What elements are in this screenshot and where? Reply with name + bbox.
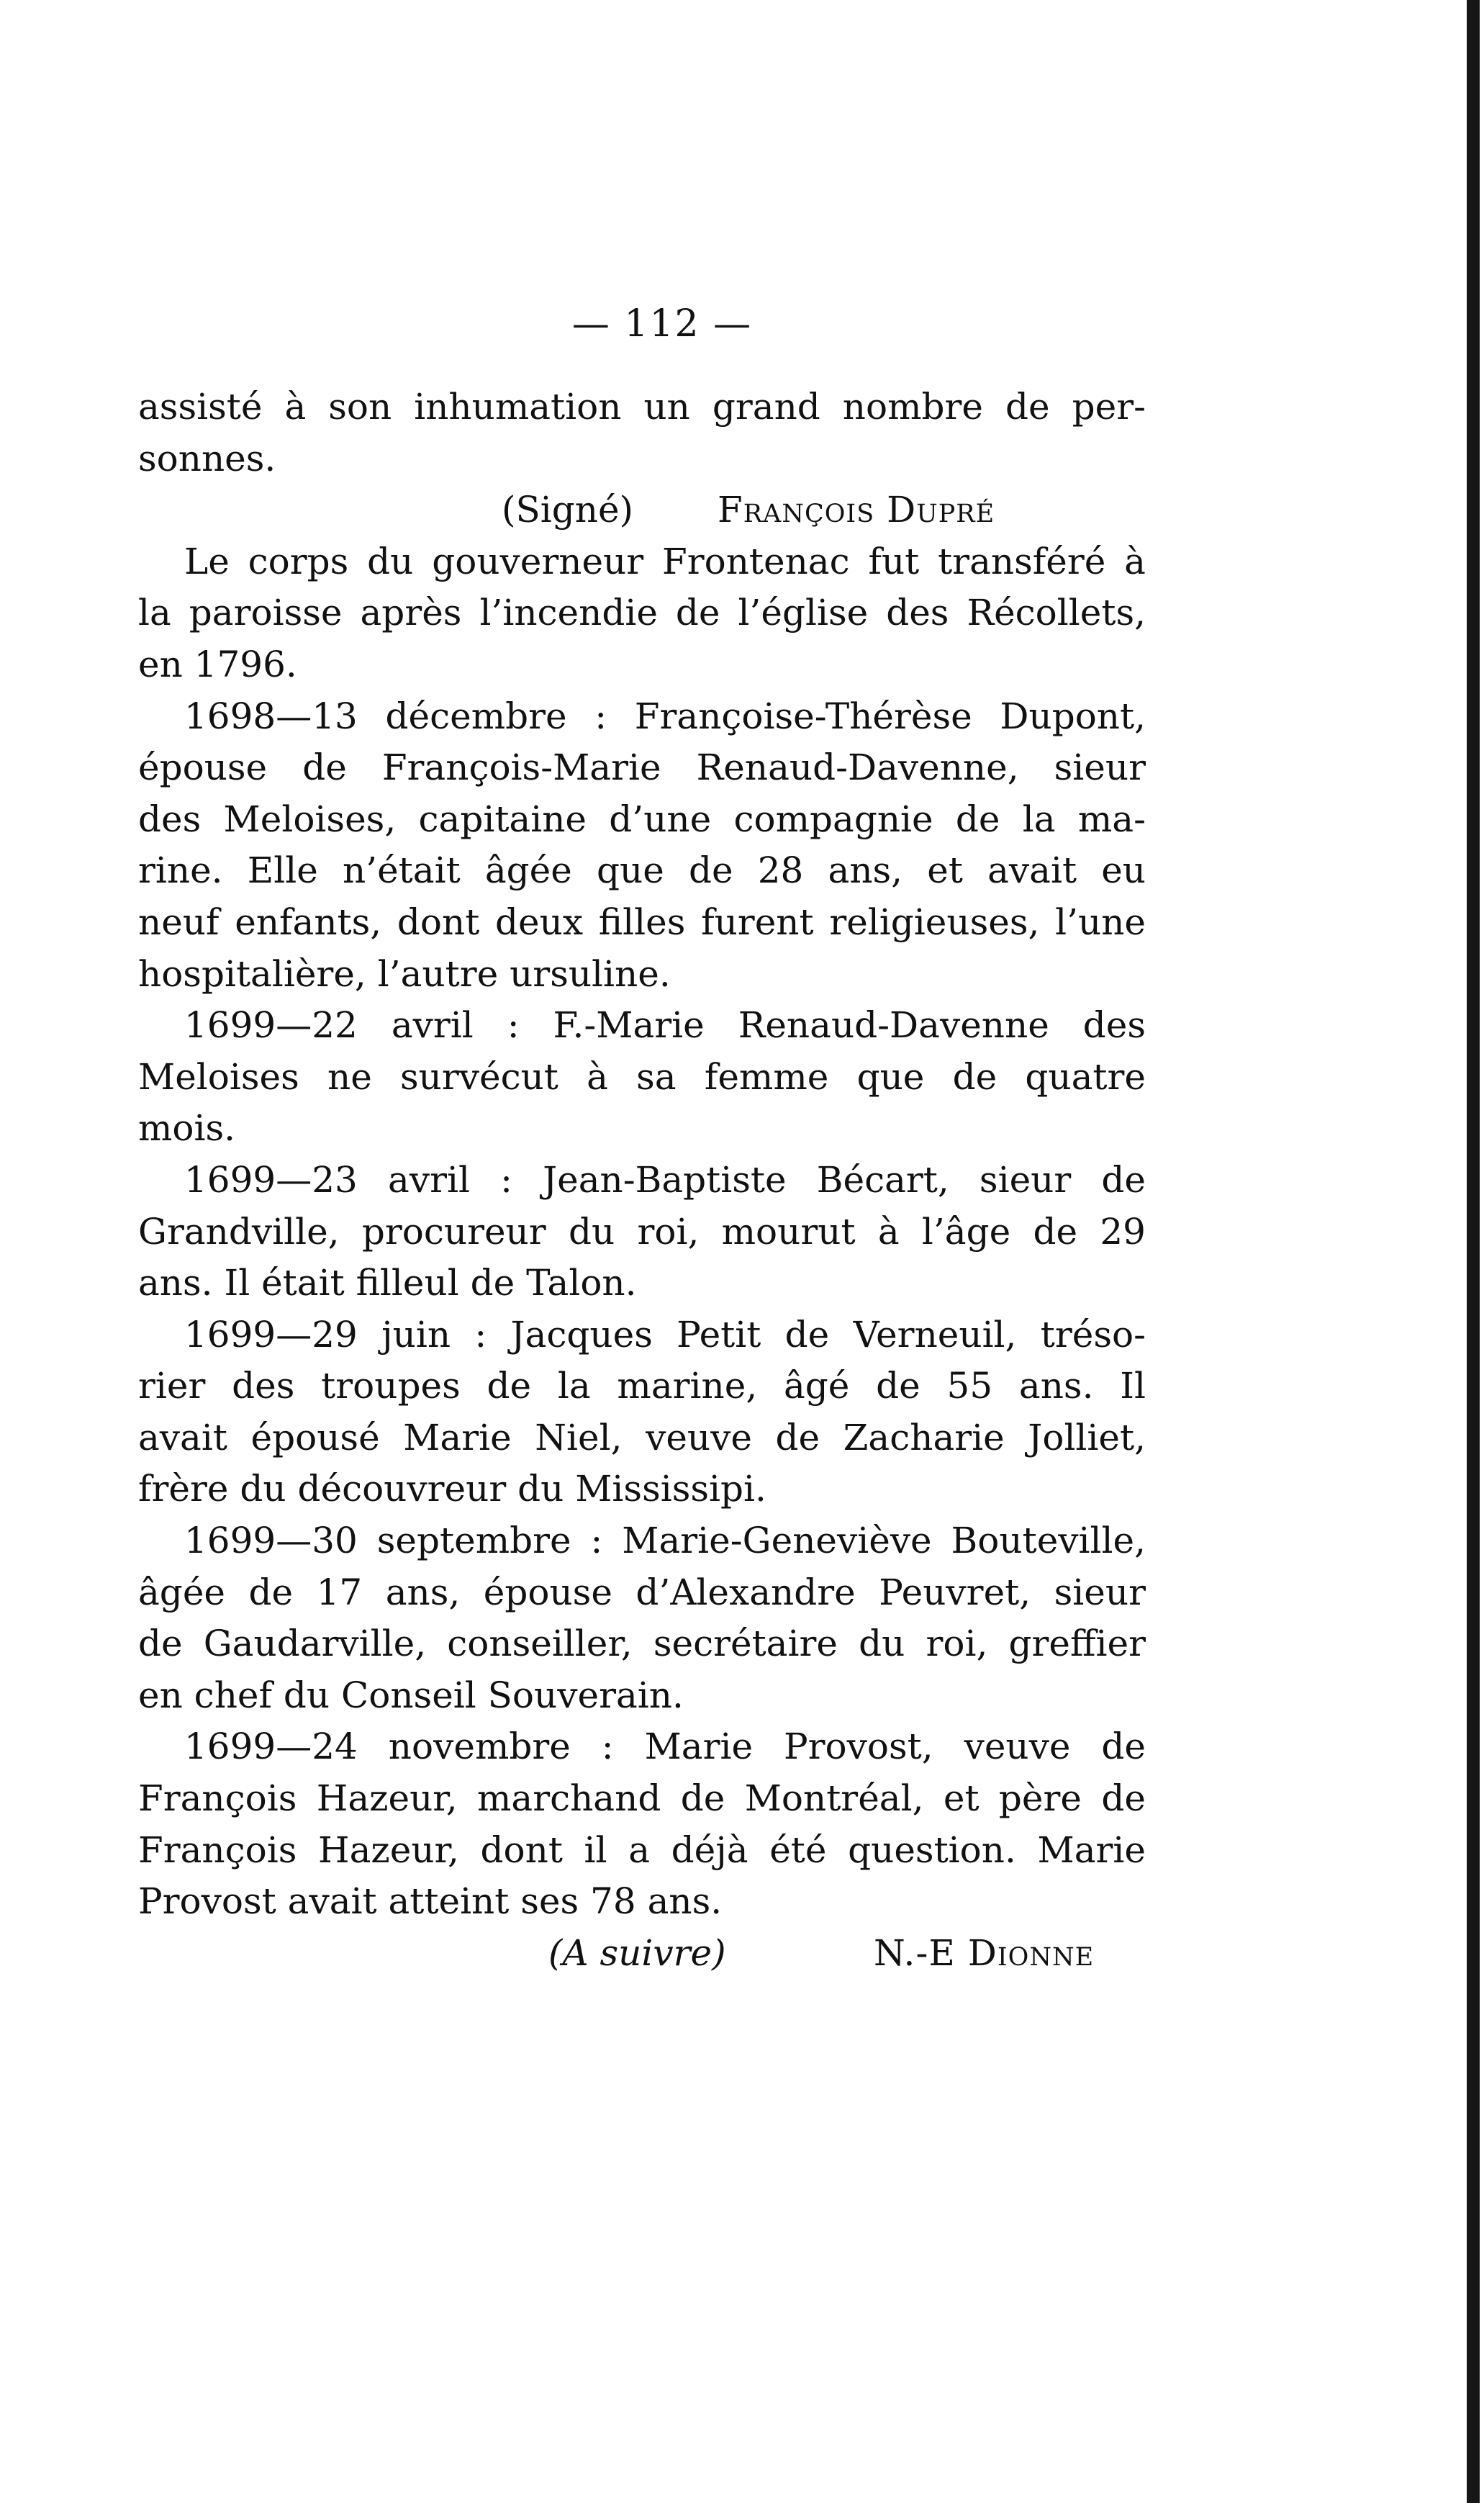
paragraph-7-line-3: de Gaudarville, conseiller, secrétaire du roi, greffier [138,1623,1146,1665]
paragraph-6-line-3: avait épousé Marie Niel, veuve de Zacharie Jolliet, [138,1416,1146,1458]
paragraph-3-line-5: neuf enfants, dont deux filles furent religieuses, l’une [138,901,1146,943]
paragraph-1-line-1: assisté à son inhumation un grand nombre de per- [138,386,1146,428]
paragraph-3-line-6: hospitalière, l’autre ursuline. [138,952,671,995]
signature-2-name: N.-E Dionne [874,1931,1095,1974]
paragraph-7-line-1: 1699—30 septembre : Marie-Geneviève Bouteville, [184,1520,1146,1562]
paragraph-2-line-2: la paroisse après l’incendie de l’église des Récollets, [138,592,1146,634]
paragraph-2-line-3: en 1796. [138,643,297,685]
paragraph-4-line-2: Meloises ne survécut à sa femme que de quatre [138,1055,1146,1098]
paragraph-8-line-2: François Hazeur, marchand de Montréal, et père de [138,1777,1146,1820]
signature-2 [138,1928,1146,1980]
paragraph-4-line-3: mois. [138,1107,236,1150]
signature-1-name: François Dupré [718,489,995,531]
page-body [138,382,1146,1979]
paragraph-8-line-3: François Hazeur, dont il a déjà été question. Marie [138,1828,1146,1871]
paragraph-5-line-1: 1699—23 avril : Jean-Baptiste Bécart, sieur de [184,1158,1146,1201]
paragraph-3-line-1: 1698—13 décembre : Françoise-Thérèse Dupont, [184,695,1146,737]
paragraph-4-line-1: 1699—22 avril : F.-Marie Renaud-Davenne des [184,1004,1146,1047]
paragraph-8-line-4: Provost avait atteint ses 78 ans. [138,1880,723,1923]
paragraph-6-line-2: rier des troupes de la marine, âgé de 55 ans. Il [138,1365,1146,1407]
paragraph-2-line-1: Le corps du gouverneur Frontenac fut transféré à [184,540,1146,582]
paragraph-1-line-2: sonnes. [138,437,276,479]
paragraph-5-line-3: ans. Il était filleul de Talon. [138,1262,637,1304]
page-edge-rule [1467,0,1480,2503]
signature-1-label: (Signé) [502,489,634,531]
paragraph-5-line-2: Grandville, procureur du roi, mourut à l’âge de 29 [138,1210,1146,1253]
paragraph-3-line-2: épouse de François-Marie Renaud-Davenne, sieur [138,747,1146,789]
paragraph-3-line-4: rine. Elle n’était âgée que de 28 ans, et avait eu [138,849,1146,892]
paragraph-3-line-3: des Meloises, capitaine d’une compagnie de la ma- [138,798,1146,840]
signature-2-label: (A suivre) [548,1931,726,1974]
signature-1 [138,484,1146,536]
paragraph-6-line-1: 1699—29 juin : Jacques Petit de Verneuil, tréso- [184,1313,1146,1356]
paragraph-6-line-4: frère du découvreur du Mississipi. [138,1468,766,1510]
paragraph-7-line-2: âgée de 17 ans, épouse d’Alexandre Peuvret, sieur [138,1571,1146,1613]
paragraph-7-line-4: en chef du Conseil Souverain. [138,1674,684,1716]
paragraph-8-line-1: 1699—24 novembre : Marie Provost, veuve de [184,1726,1146,1768]
page-number: — 112 — [571,302,753,346]
